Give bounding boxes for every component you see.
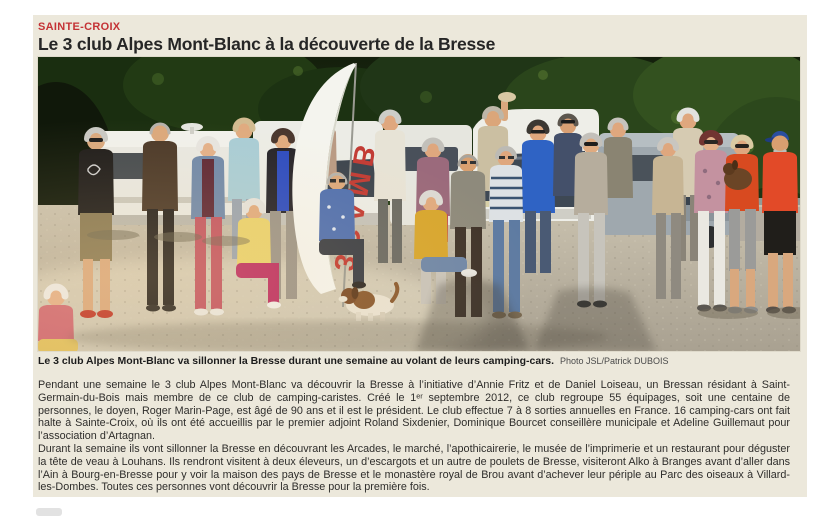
- photo-credit: Photo JSL/Patrick DUBOIS: [559, 356, 669, 366]
- article-headline: Le 3 club Alpes Mont-Blanc à la découverte de la Bresse: [38, 34, 496, 54]
- article-panel: [33, 15, 807, 497]
- photo-caption: [38, 355, 798, 367]
- body-paragraph-2: Durant la semaine ils vont sillonner la Bresse en découvrant les Arcades, le marché, l’apothicairerie, le musée de l’imprimerie et un restaurant pour déguster la tête de veau à Louhans. Ils rendront visitent à deux éleveurs, un d’escargots et un autre de poulets de Bresse, visiteront Alko à Branges avant d’aller dans l’Ain à Bourg-en-Bresse pour y voir la maison des pays de Bresse et le monastère royal de Brou avant d’achever leur périple au Parc des oiseaux à Villard-les-Dombes. Toutes ces personnes vont découvrir la Bresse pour la première fois.: [38, 442, 790, 494]
- page-artifact: [36, 508, 62, 516]
- section-kicker: SAINTE-CROIX: [38, 21, 121, 33]
- caption-text: Le 3 club Alpes Mont-Blanc va sillonner la Bresse durant une semaine au volant de leurs camping-cars.: [38, 355, 555, 367]
- group-photo: [38, 57, 800, 351]
- body-paragraph-1: Pendant une semaine le 3 club Alpes Mont-Blanc va découvrir la Bresse à l’initiative d’Annie Fritz et de Daniel Loiseau, un Bressan résidant à Saint-Germain-du-Bois mais membre de ce club de camping-caristes. Créé le 1ᵉʳ septembre 2012, ce club regroupe 55 équipages, soit une centaine de personnes, le doyen, Roger Marin-Page, est âgé de 90 ans et il est le président. Le club effectue 7 à 8 sorties annuelles en France. 16 camping-cars ont fait halte à Sainte-Croix, où ils ont été accueillis par le premier adjoint Roland Sixdenier, Dominique Bourcet conseillère municipale et Adeline Guillemaut pour l’association d’Artagnan.: [38, 379, 790, 443]
- sunlight-overlay: [38, 57, 800, 351]
- article-body: [38, 379, 790, 494]
